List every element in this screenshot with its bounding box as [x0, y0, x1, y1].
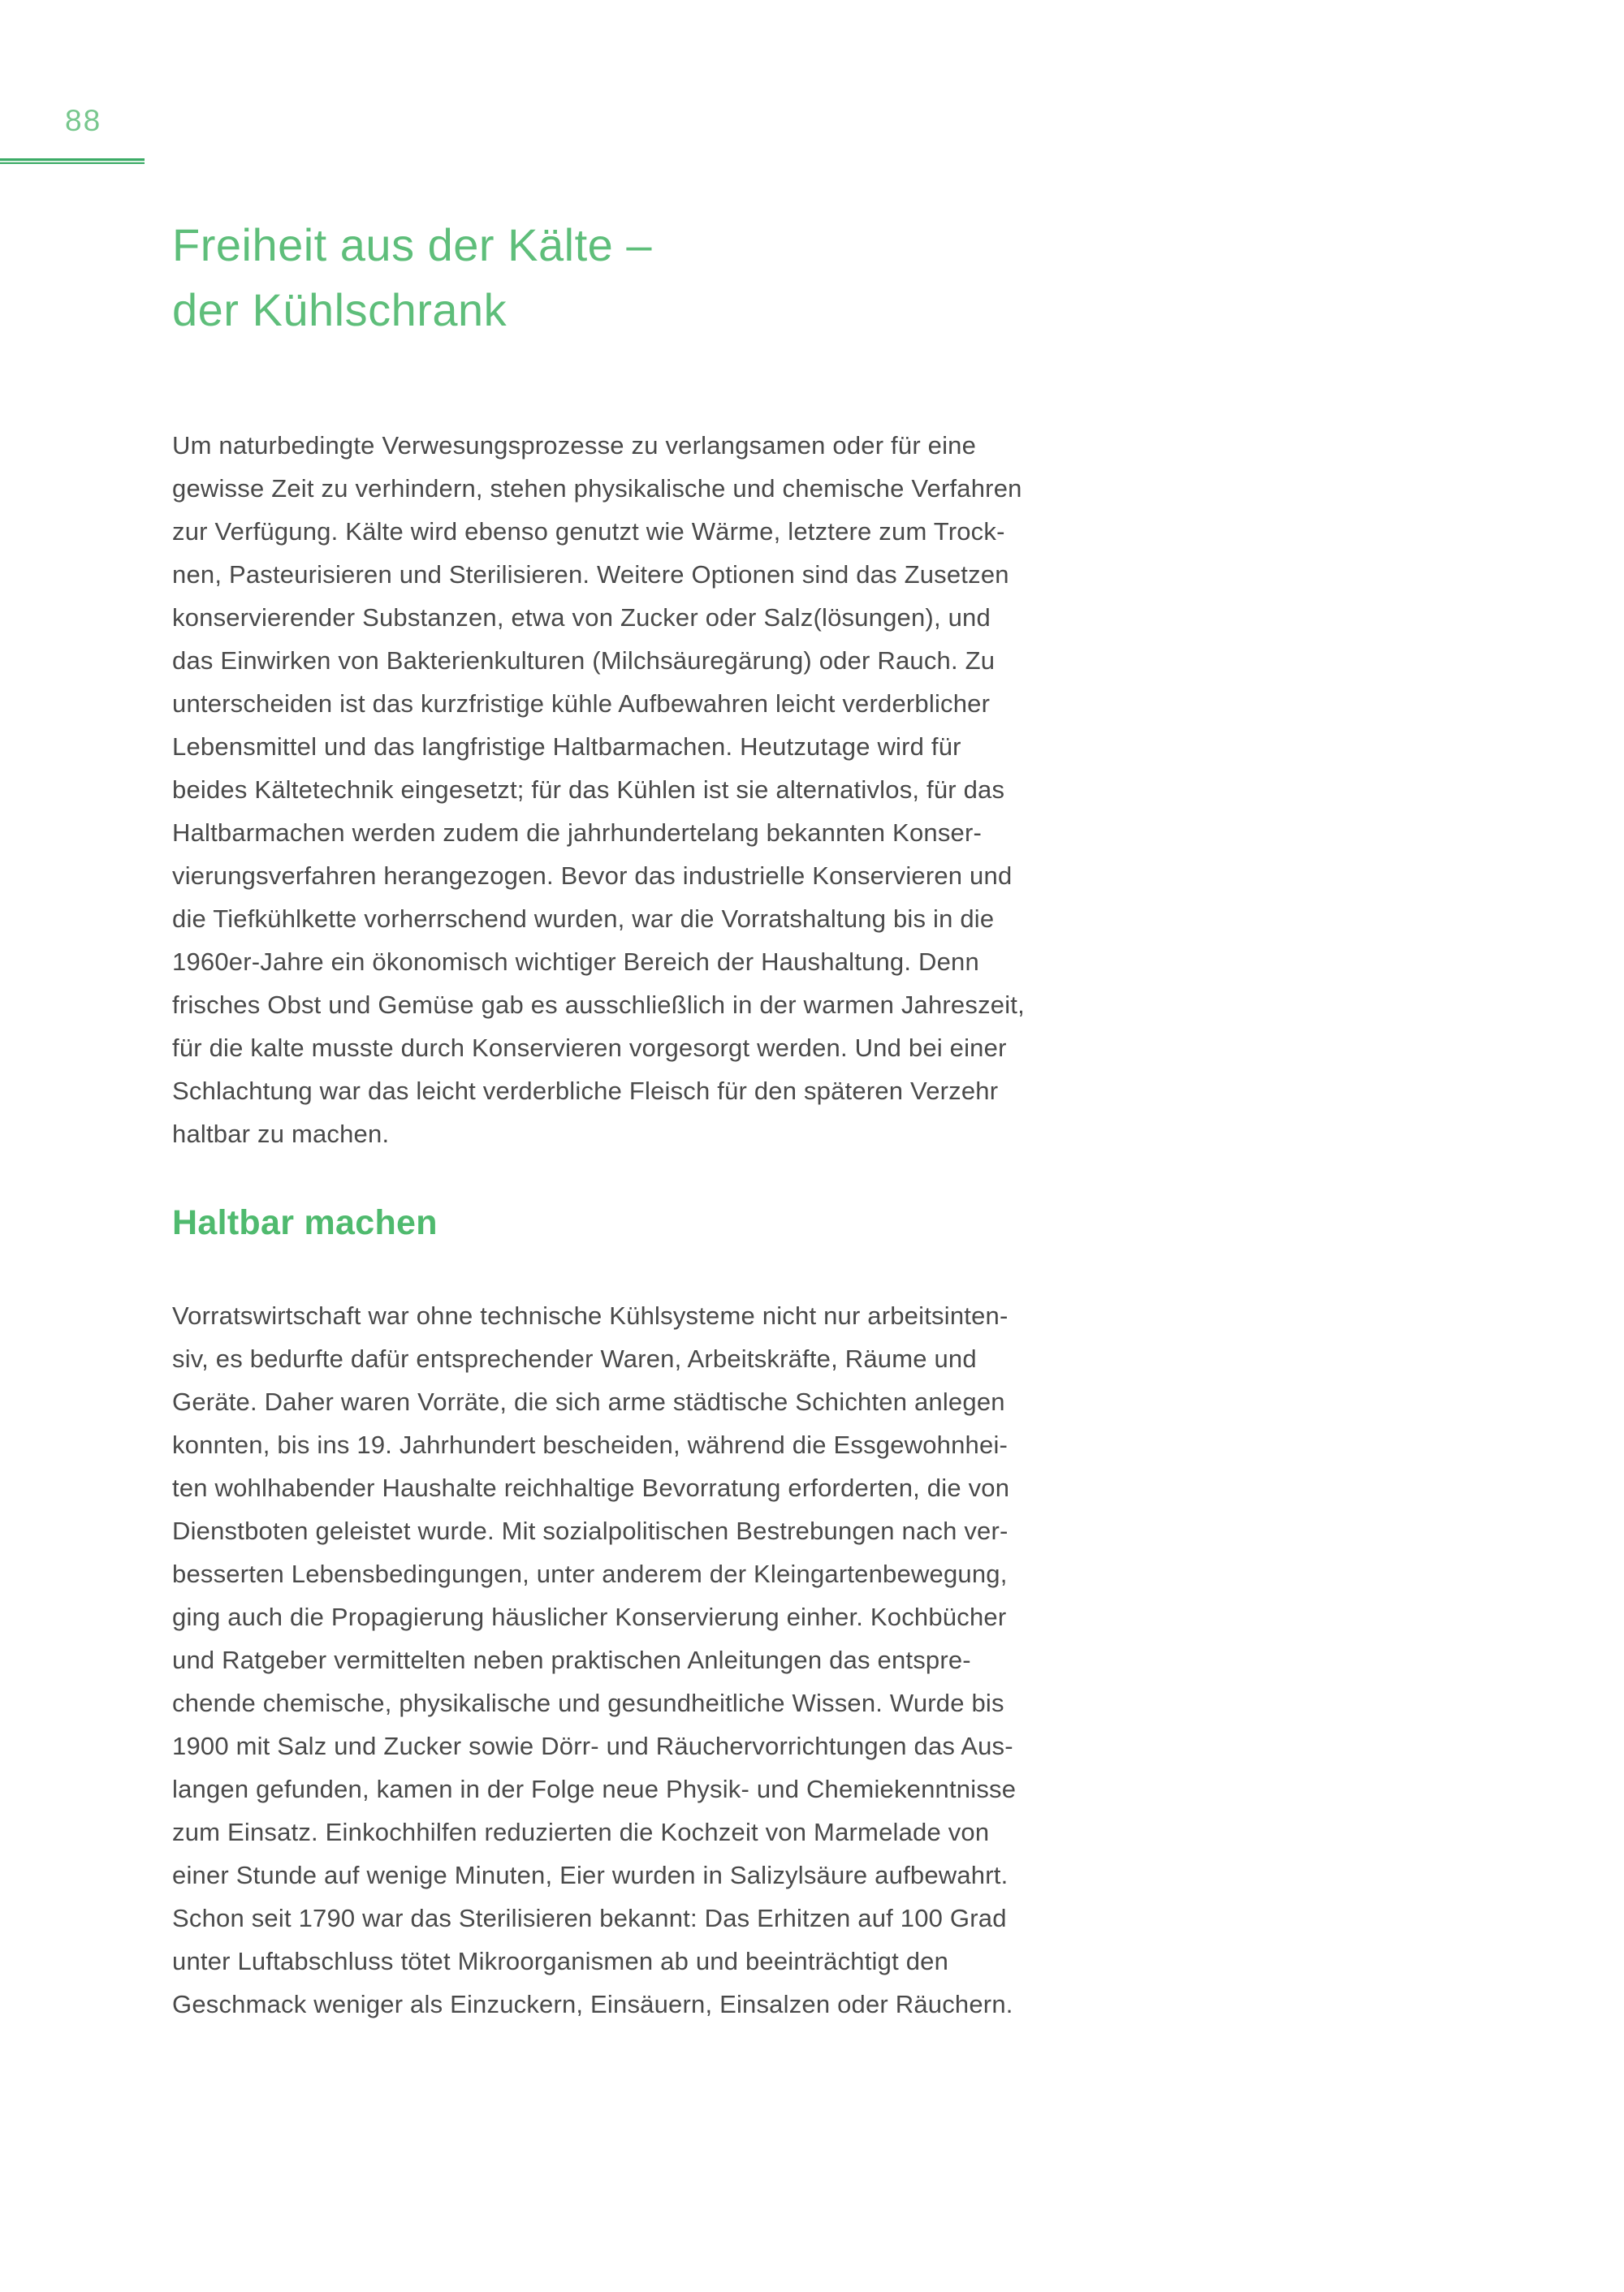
header-rule-bottom-line: [0, 162, 145, 164]
text-line: die Tiefkühlkette vorherrschend wurden, war die Vorratshaltung bis in die: [172, 904, 995, 933]
section-paragraph: [172, 1294, 1390, 2026]
text-line: besserten Lebensbedingungen, unter anderem der Kleingartenbewegung,: [172, 1560, 1008, 1588]
text-line: Dienstboten geleistet wurde. Mit sozialpolitischen Bestrebungen nach ver-: [172, 1517, 1009, 1545]
chapter-title-line2: der Kühlschrank: [172, 284, 508, 335]
text-line: für die kalte musste durch Konservieren vorgesorgt werden. Und bei einer: [172, 1034, 1007, 1062]
chapter-title: [172, 213, 1390, 343]
text-line: Geschmack weniger als Einzuckern, Einsäuern, Einsalzen oder Räuchern.: [172, 1990, 1013, 2018]
text-line: Geräte. Daher waren Vorräte, die sich arme städtische Schichten anlegen: [172, 1388, 1005, 1416]
header-rule: [0, 158, 145, 164]
text-line: unterscheiden ist das kurzfristige kühle Aufbewahren leicht verderblicher: [172, 689, 991, 718]
content-column: [172, 213, 1390, 2026]
chapter-title-line1: Freiheit aus der Kälte –: [172, 219, 652, 270]
text-line: chende chemische, physikalische und gesundheitliche Wissen. Wurde bis: [172, 1689, 1004, 1717]
text-line: ging auch die Propagierung häuslicher Konservierung einher. Kochbücher: [172, 1603, 1007, 1631]
text-line: nen, Pasteurisieren und Sterilisieren. Weitere Optionen sind das Zusetzen: [172, 560, 1009, 589]
text-line: Vorratswirtschaft war ohne technische Kühlsysteme nicht nur arbeitsinten-: [172, 1301, 1009, 1330]
text-line: 1960er-Jahre ein ökonomisch wichtiger Bereich der Haushaltung. Denn: [172, 947, 979, 976]
text-line: Lebensmittel und das langfristige Haltbarmachen. Heutzutage wird für: [172, 732, 961, 761]
text-line: siv, es bedurfte dafür entsprechender Waren, Arbeitskräfte, Räume und: [172, 1345, 977, 1373]
text-line: konservierender Substanzen, etwa von Zucker oder Salz(lösungen), und: [172, 603, 991, 632]
text-line: und Ratgeber vermittelten neben praktischen Anleitungen das entspre-: [172, 1646, 971, 1674]
text-line: zum Einsatz. Einkochhilfen reduzierten die Kochzeit von Marmelade von: [172, 1818, 990, 1846]
text-line: ten wohlhabender Haushalte reichhaltige Bevorratung erforderten, die von: [172, 1474, 1010, 1502]
text-line: beides Kältetechnik eingesetzt; für das Kühlen ist sie alternativlos, für das: [172, 775, 1005, 804]
text-line: unter Luftabschluss tötet Mikroorganismen ab und beeinträchtigt den: [172, 1947, 949, 1975]
text-line: vierungsverfahren herangezogen. Bevor das industrielle Konservieren und: [172, 861, 1013, 890]
text-line: 1900 mit Salz und Zucker sowie Dörr- und Räuchervorrichtungen das Aus-: [172, 1732, 1013, 1760]
text-line: frisches Obst und Gemüse gab es ausschließlich in der warmen Jahreszeit,: [172, 991, 1025, 1019]
intro-paragraph: [172, 424, 1390, 1155]
text-line: Haltbarmachen werden zudem die jahrhundertelang bekannten Konser-: [172, 818, 983, 847]
page-number: 88: [65, 104, 102, 137]
text-line: Um naturbedingte Verwesungsprozesse zu verlangsamen oder für eine: [172, 431, 977, 460]
text-line: Schon seit 1790 war das Sterilisieren bekannt: Das Erhitzen auf 100 Grad: [172, 1904, 1007, 1932]
text-line: zur Verfügung. Kälte wird ebenso genutzt wie Wärme, letztere zum Trock-: [172, 517, 1005, 546]
text-line: konnten, bis ins 19. Jahrhundert bescheiden, während die Essgewohnhei-: [172, 1431, 1009, 1459]
text-line: das Einwirken von Bakterienkulturen (Milchsäuregärung) oder Rauch. Zu: [172, 646, 996, 675]
text-line: Schlachtung war das leicht verderbliche Fleisch für den späteren Verzehr: [172, 1077, 999, 1105]
text-line: gewisse Zeit zu verhindern, stehen physikalische und chemische Verfahren: [172, 474, 1022, 503]
text-line: langen gefunden, kamen in der Folge neue Physik- und Chemiekenntnisse: [172, 1775, 1017, 1803]
section-heading-haltbar-machen: Haltbar machen: [172, 1203, 438, 1242]
text-line: einer Stunde auf wenige Minuten, Eier wurden in Salizylsäure aufbewahrt.: [172, 1861, 1009, 1889]
text-line: haltbar zu machen.: [172, 1120, 390, 1148]
